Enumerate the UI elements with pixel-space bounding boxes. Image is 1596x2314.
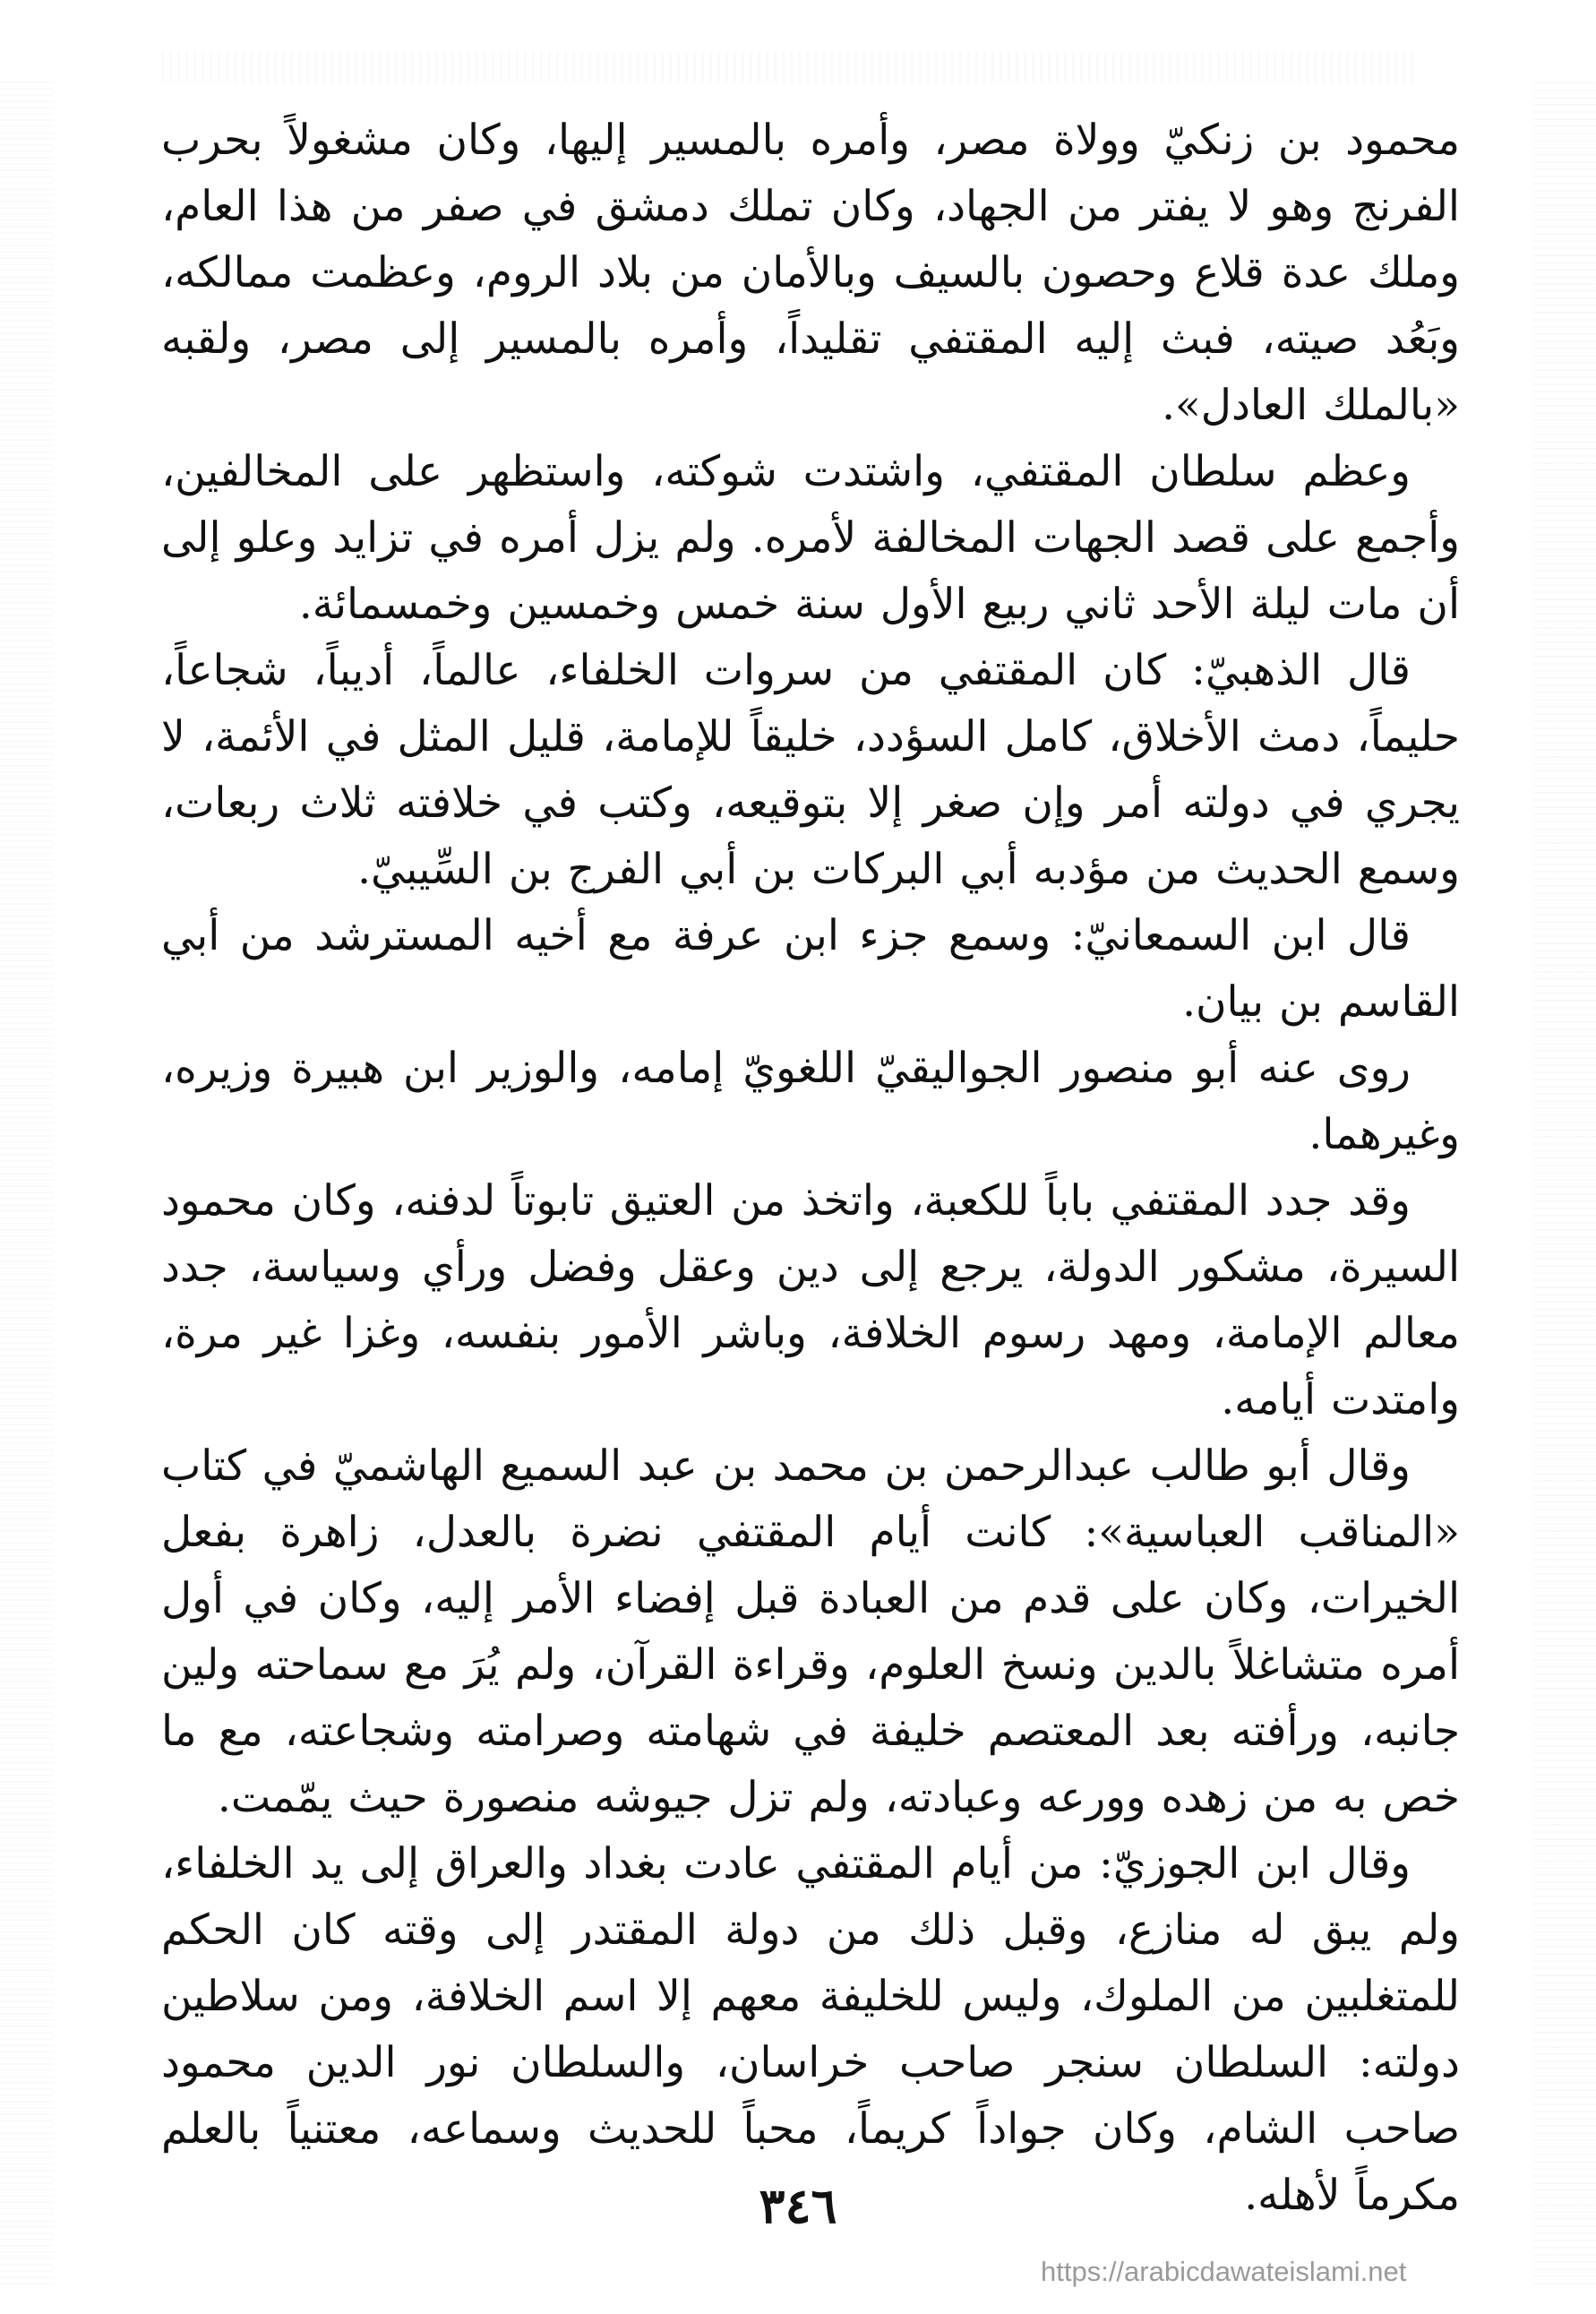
scan-left-noise: [0, 81, 54, 2284]
paragraph-1: محمود بن زنكيّ وولاة مصر، وأمره بالمسير إليها، وكان مشغولاً بحرب الفرنج وهو لا يفتر من الجهاد، وكان تملك دمشق في صفر من هذا العام، وملك عدة قلاع وحصون بالسيف وبالأمان من بلاد الروم، وعظمت ممالكه، وبَعُد صيته، فبث إليه المقتفي تقليداً، وأمره بالمسير إلى مصر، ولقبه «بالملك العادل».: [161, 116, 1460, 430]
paragraph-6: وقد جدد المقتفي باباً للكعبة، واتخذ من العتيق تابوتاً لدفنه، وكان محمود السيرة، مشكور الدولة، يرجع إلى دين وعقل وفضل ورأي وسياسة، جدد معالم الإمامة، ومهد رسوم الخلافة، وباشر الأمور بنفسه، وغزا غير مرة، وامتدت أيامه.: [161, 1176, 1460, 1424]
paragraph-3: قال الذهبيّ: كان المقتفي من سروات الخلفاء، عالماً، أديباً، شجاعاً، حليماً، دمث الأخلاق، كامل السؤدد، خليقاً للإمامة، قليل المثل في الأئمة، لا يجري في دولته أمر وإن صغر إلا بتوقيعه، وكتب في خلافته ثلاث ربعات، وسمع الحديث من مؤدبه أبي البركات بن أبي الفرج بن السِّيبيّ.: [161, 646, 1460, 894]
page-number: ٣٤٦: [759, 2177, 837, 2234]
paragraph-8: وقال ابن الجوزيّ: من أيام المقتفي عادت بغداد والعراق إلى يد الخلفاء، ولم يبق له منازع، وقبل ذلك من دولة المقتدر إلى وقته كان الحكم للمتغلبين من الملوك، وليس للخليفة معهم إلا اسم الخلافة، ومن سلاطين دولته: السلطان سنجر صاحب خراسان، والسلطان نور الدين محمود صاحب الشام، وكان جواداً كريماً، محباً للحديث وسماعه، معتنياً بالعلم مكرماً لأهله.: [161, 1839, 1460, 2220]
paragraph-7: وقال أبو طالب عبدالرحمن بن محمد بن عبد السميع الهاشميّ في كتاب «المناقب العباسية»: كانت أيام المقتفي نضرة بالعدل، زاهرة بفعل الخيرات، وكان على قدم من العبادة قبل إفضاء الأمر إليه، وكان في أول أمره متشاغلاً بالدين ونسخ العلوم، وقراءة القرآن، ولم يُرَ مع سماحته ولين جانبه، ورأفته بعد المعتصم خليفة في شهامته وصرامته وشجاعته، مع ما خص به من زهده وورعه وعبادته، ولم تزل جيوشه منصورة حيث يمّمت.: [161, 1441, 1460, 1822]
scan-right-noise: [1533, 81, 1596, 2284]
paragraph-4: قال ابن السمعانيّ: وسمع جزء ابن عرفة مع أخيه المسترشد من أبي القاسم بن بيان.: [161, 911, 1460, 1027]
scan-top-noise: [161, 52, 1415, 82]
paragraph-5: روى عنه أبو منصور الجواليقيّ اللغويّ إمامه، والوزير ابن هبيرة وزيره، وغيرهما.: [161, 1044, 1460, 1159]
paragraph-2: وعظم سلطان المقتفي، واشتدت شوكته، واستظهر على المخالفين، وأجمع على قصد الجهات المخالفة لأمره. ولم يزل أمره في تزايد وعلو إلى أن مات ليلة الأحد ثاني ربيع الأول سنة خمس وخمسين وخمسمائة.: [161, 447, 1460, 629]
source-watermark: https://arabicdawateislami.net: [1041, 2256, 1407, 2287]
